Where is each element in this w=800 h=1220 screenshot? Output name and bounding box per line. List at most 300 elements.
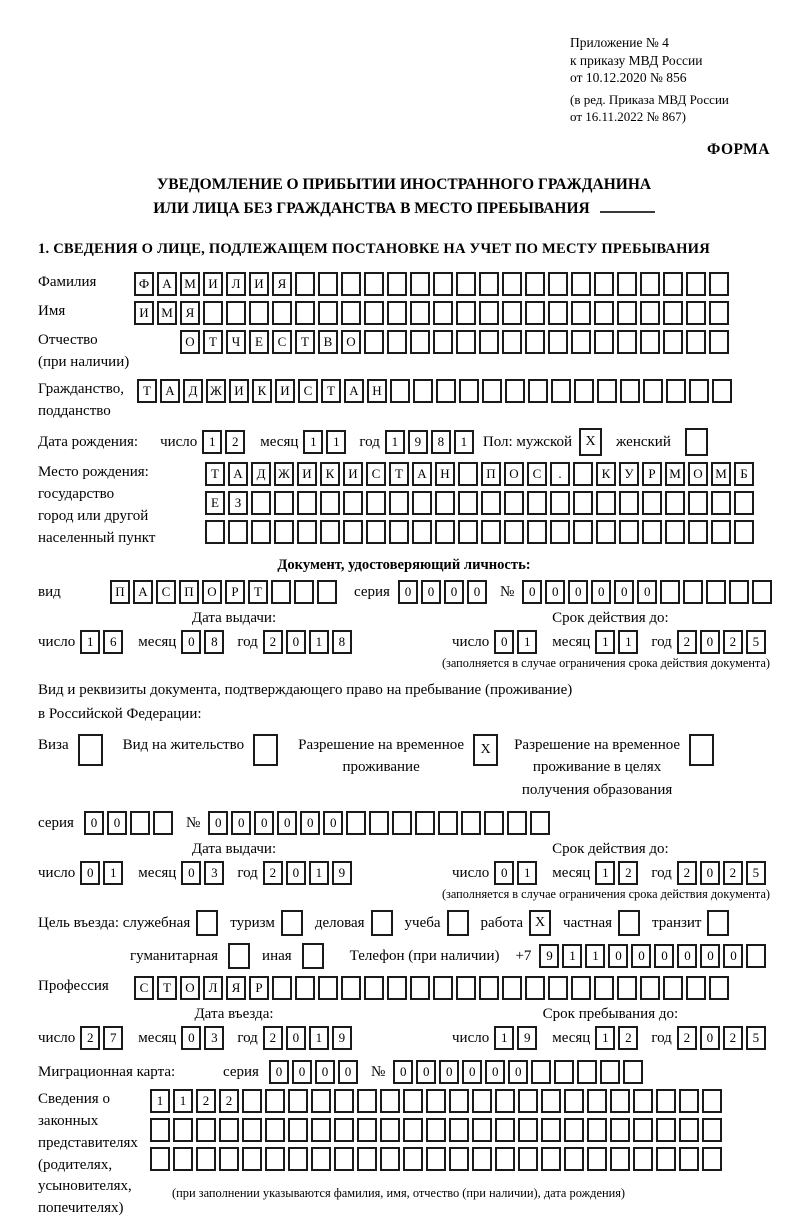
char-cell: [571, 301, 591, 325]
month-label: месяц: [552, 1029, 591, 1046]
residence-valid-year-cells: [677, 861, 769, 885]
citizenship-label-line: подданство: [38, 402, 111, 419]
checkbox-female: [685, 428, 708, 456]
residence-validity-note: (заполняется в случае ограничения срока действия документа): [441, 887, 770, 902]
char-cell: М: [157, 301, 177, 325]
char-cell: 0: [315, 1060, 335, 1084]
char-cell: [357, 1118, 377, 1142]
form-title-line1: УВЕДОМЛЕНИЕ О ПРИБЫТИИ ИНОСТРАННОГО ГРАЖДАНИНА: [156, 176, 652, 194]
patronymic-cells: [180, 330, 732, 354]
char-cell: [472, 1147, 492, 1171]
char-cell: [665, 520, 685, 544]
char-cell: [518, 1118, 538, 1142]
char-cell: 2: [677, 861, 697, 885]
char-cell: [438, 811, 458, 835]
char-cell: 6: [103, 630, 123, 654]
option-temp-residence-education: [514, 734, 714, 802]
char-cell: [594, 330, 614, 354]
char-cell: [295, 272, 315, 296]
identity-kind-cells: [110, 580, 340, 604]
char-cell: [226, 301, 246, 325]
char-cell: [729, 580, 749, 604]
char-cell: [403, 1089, 423, 1113]
char-cell: 1: [517, 630, 537, 654]
stay-year-cells: [677, 1026, 769, 1050]
char-cell: 5: [746, 861, 766, 885]
char-cell: [594, 301, 614, 325]
char-cell: О: [688, 462, 708, 486]
char-cell: А: [228, 462, 248, 486]
char-cell: Р: [642, 462, 662, 486]
business-label: деловая: [314, 914, 365, 931]
char-cell: Ж: [274, 462, 294, 486]
entry-date-group: [38, 1006, 430, 1050]
char-cell: [502, 976, 522, 1000]
char-cell: 1: [585, 944, 605, 968]
month-label: месяц: [552, 633, 591, 650]
char-cell: [600, 1060, 620, 1084]
char-cell: И: [203, 272, 223, 296]
day-label: число: [38, 1029, 76, 1046]
representatives-cells-row3: [150, 1147, 725, 1171]
char-cell: [617, 272, 637, 296]
visit-purpose-row1: [38, 910, 770, 936]
form-title-line2-text: ИЛИ ЛИЦА БЕЗ ГРАЖДАНСТВА В МЕСТО ПРЕБЫВАНИЯ: [153, 200, 590, 218]
char-cell: 0: [494, 861, 514, 885]
char-cell: [403, 1118, 423, 1142]
char-cell: [433, 272, 453, 296]
patronymic-label-line: Отчество: [38, 332, 98, 349]
char-cell: [387, 272, 407, 296]
identity-doc-row: [38, 580, 770, 604]
visit-purpose-row2: [130, 943, 770, 969]
char-cell: [505, 379, 525, 403]
checkbox-male: X: [579, 428, 602, 456]
representatives-label: [38, 1089, 150, 1220]
purpose-transit: [652, 910, 729, 936]
char-cell: [341, 301, 361, 325]
char-cell: 2: [80, 1026, 100, 1050]
char-cell: 2: [618, 1026, 638, 1050]
day-label: число: [452, 1029, 490, 1046]
representatives-label-line: законных: [38, 1113, 99, 1130]
month-label: месяц: [138, 633, 177, 650]
char-cell: А: [133, 580, 153, 604]
residence-issue-day-cells: [80, 861, 126, 885]
char-cell: 0: [700, 944, 720, 968]
char-cell: 0: [723, 944, 743, 968]
temp-residence-label: [298, 734, 464, 779]
char-cell: Я: [272, 272, 292, 296]
revision-line: от 16.11.2022 № 867): [570, 108, 687, 124]
char-cell: П: [481, 462, 501, 486]
char-cell: [688, 491, 708, 515]
char-cell: Е: [249, 330, 269, 354]
char-cell: [518, 1089, 538, 1113]
char-cell: 0: [398, 580, 418, 604]
char-cell: 8: [204, 630, 224, 654]
char-cell: [472, 1118, 492, 1142]
appendix-header: [570, 34, 770, 125]
char-cell: [596, 491, 616, 515]
char-cell: [479, 272, 499, 296]
char-cell: [392, 811, 412, 835]
year-label: год: [651, 633, 672, 650]
char-cell: [357, 1089, 377, 1113]
char-cell: 7: [103, 1026, 123, 1050]
char-cell: 0: [522, 580, 542, 604]
char-cell: [596, 520, 616, 544]
char-cell: [364, 330, 384, 354]
char-cell: 0: [568, 580, 588, 604]
migration-series-label: серия: [223, 1063, 259, 1080]
representatives-label-line: усыновителях,: [38, 1178, 132, 1195]
profession-cells: [134, 976, 732, 1000]
char-cell: [686, 976, 706, 1000]
identity-series-cells: [398, 580, 490, 604]
char-cell: 2: [618, 861, 638, 885]
char-cell: [205, 520, 225, 544]
entry-dates: [38, 1006, 770, 1050]
char-cell: В: [318, 330, 338, 354]
char-cell: [573, 491, 593, 515]
form-title: [38, 173, 770, 221]
checkbox-official: [196, 910, 218, 936]
char-cell: И: [297, 462, 317, 486]
char-cell: С: [272, 330, 292, 354]
char-cell: [456, 976, 476, 1000]
firstname-label: Имя: [38, 303, 66, 320]
char-cell: [711, 520, 731, 544]
char-cell: [663, 976, 683, 1000]
char-cell: [502, 330, 522, 354]
char-cell: А: [344, 379, 364, 403]
char-cell: [435, 491, 455, 515]
identity-valid-month-cells: [595, 630, 641, 654]
char-cell: 2: [723, 1026, 743, 1050]
char-cell: О: [180, 330, 200, 354]
checkbox-private: [618, 910, 640, 936]
char-cell: [573, 462, 593, 486]
char-cell: [484, 811, 504, 835]
identity-issue-year-cells: [263, 630, 355, 654]
char-cell: 0: [608, 944, 628, 968]
char-cell: [752, 580, 772, 604]
char-cell: 9: [539, 944, 559, 968]
char-cell: [564, 1089, 584, 1113]
char-cell: 9: [332, 1026, 352, 1050]
char-cell: [663, 272, 683, 296]
char-cell: 9: [408, 430, 428, 454]
char-cell: [272, 976, 292, 1000]
year-label: год: [651, 864, 672, 881]
char-cell: С: [134, 976, 154, 1000]
char-cell: 0: [654, 944, 674, 968]
char-cell: [525, 301, 545, 325]
char-cell: [594, 272, 614, 296]
char-cell: [663, 330, 683, 354]
residence-permit-label: Вид на жительство: [122, 736, 245, 753]
char-cell: [640, 976, 660, 1000]
char-cell: [219, 1118, 239, 1142]
char-cell: [666, 379, 686, 403]
char-cell: Т: [321, 379, 341, 403]
char-cell: [274, 520, 294, 544]
day-label: число: [452, 633, 490, 650]
char-cell: [435, 520, 455, 544]
year-label: год: [651, 1029, 672, 1046]
visa-label: Виза: [38, 736, 69, 753]
char-cell: [594, 976, 614, 1000]
stay-day-cells: [494, 1026, 540, 1050]
residence-valid-group: [430, 841, 769, 885]
char-cell: [461, 811, 481, 835]
char-cell: Ф: [134, 272, 154, 296]
char-cell: [479, 330, 499, 354]
char-cell: [709, 330, 729, 354]
char-cell: [456, 301, 476, 325]
residence-issue-line: [38, 861, 430, 885]
char-cell: Т: [205, 462, 225, 486]
char-cell: [341, 976, 361, 1000]
char-cell: [610, 1147, 630, 1171]
identity-issue-heading: Дата выдачи:: [191, 610, 277, 627]
tourism-label: туризм: [230, 914, 275, 931]
checkbox-tourism: [281, 910, 303, 936]
char-cell: Д: [183, 379, 203, 403]
other-label: иная: [262, 947, 292, 964]
char-cell: [617, 301, 637, 325]
char-cell: [665, 491, 685, 515]
surname-label: Фамилия: [38, 274, 97, 291]
char-cell: [456, 272, 476, 296]
char-cell: [587, 1118, 607, 1142]
birth-place-label: [38, 462, 205, 549]
option-residence-permit: [123, 734, 278, 766]
char-cell: [587, 1147, 607, 1171]
char-cell: 0: [286, 861, 306, 885]
char-cell: [746, 944, 766, 968]
char-cell: [311, 1089, 331, 1113]
representatives-label-line: Сведения о: [38, 1091, 110, 1108]
day-label: число: [38, 864, 76, 881]
entry-day-cells: [80, 1026, 126, 1050]
month-label: месяц: [138, 1029, 177, 1046]
birth-date-row: [38, 428, 770, 456]
char-cell: [702, 1118, 722, 1142]
residence-issue-year-cells: [263, 861, 355, 885]
char-cell: [311, 1147, 331, 1171]
char-cell: Т: [137, 379, 157, 403]
char-cell: 1: [103, 861, 123, 885]
birth-date-label: Дата рождения:: [38, 433, 139, 450]
char-cell: [620, 379, 640, 403]
char-cell: 0: [181, 630, 201, 654]
patronymic-row: [38, 330, 770, 374]
month-label: месяц: [552, 864, 591, 881]
char-cell: [364, 272, 384, 296]
char-cell: [242, 1147, 262, 1171]
char-cell: 1: [562, 944, 582, 968]
char-cell: [619, 491, 639, 515]
residence-doc-intro: [38, 679, 770, 726]
char-cell: [449, 1118, 469, 1142]
stay-until-heading: Срок пребывания до:: [542, 1006, 679, 1023]
birth-month-cells: [303, 430, 349, 454]
char-cell: [702, 1147, 722, 1171]
patronymic-label: [38, 330, 180, 374]
char-cell: [642, 520, 662, 544]
char-cell: [564, 1147, 584, 1171]
char-cell: [527, 520, 547, 544]
char-cell: [518, 1147, 538, 1171]
day-label: число: [452, 864, 490, 881]
purpose-study: [405, 910, 469, 936]
char-cell: [297, 491, 317, 515]
representatives-label-line: (родителях,: [38, 1156, 113, 1173]
char-cell: 0: [181, 861, 201, 885]
char-cell: 2: [196, 1089, 216, 1113]
char-cell: 1: [309, 861, 329, 885]
char-cell: [412, 491, 432, 515]
char-cell: [571, 272, 591, 296]
char-cell: 8: [431, 430, 451, 454]
checkbox-business: [371, 910, 393, 936]
char-cell: [712, 379, 732, 403]
char-cell: 0: [439, 1060, 459, 1084]
patronymic-label-line: (при наличии): [38, 354, 130, 371]
char-cell: Н: [435, 462, 455, 486]
char-cell: М: [180, 272, 200, 296]
char-cell: [548, 272, 568, 296]
residence-number-cells: [208, 811, 553, 835]
char-cell: 0: [508, 1060, 528, 1084]
checkbox-residence-permit: [253, 734, 278, 766]
char-cell: А: [157, 272, 177, 296]
char-cell: [528, 379, 548, 403]
char-cell: [380, 1089, 400, 1113]
char-cell: [311, 1118, 331, 1142]
char-cell: [709, 301, 729, 325]
char-cell: [366, 491, 386, 515]
char-cell: [688, 520, 708, 544]
char-cell: [369, 811, 389, 835]
char-cell: [507, 811, 527, 835]
char-cell: 2: [219, 1089, 239, 1113]
char-cell: 1: [309, 630, 329, 654]
char-cell: [642, 491, 662, 515]
work-label: работа: [480, 914, 524, 931]
char-cell: С: [366, 462, 386, 486]
char-cell: [577, 1060, 597, 1084]
migration-card-row: [38, 1060, 770, 1084]
char-cell: 0: [700, 630, 720, 654]
char-cell: 0: [84, 811, 104, 835]
firstname-cells: [134, 301, 732, 325]
representatives-block: [38, 1089, 770, 1220]
char-cell: [297, 520, 317, 544]
char-cell: [610, 1089, 630, 1113]
char-cell: [436, 379, 456, 403]
char-cell: Р: [249, 976, 269, 1000]
char-cell: [317, 580, 337, 604]
birth-place-cells-block: [205, 462, 757, 549]
residence-series-label: серия: [38, 814, 74, 831]
char-cell: 0: [700, 1026, 720, 1050]
identity-doc-heading: Документ, удостоверяющий личность:: [277, 557, 531, 574]
char-cell: У: [619, 462, 639, 486]
char-cell: 1: [173, 1089, 193, 1113]
char-cell: [504, 520, 524, 544]
representatives-note: (при заполнении указываются фамилия, имя, отчество (при наличии), дата рождения): [172, 1186, 626, 1201]
char-cell: С: [298, 379, 318, 403]
char-cell: Я: [226, 976, 246, 1000]
residence-valid-month-cells: [595, 861, 641, 885]
char-cell: М: [711, 462, 731, 486]
char-cell: [343, 520, 363, 544]
char-cell: [479, 301, 499, 325]
char-cell: 0: [421, 580, 441, 604]
char-cell: [525, 976, 545, 1000]
char-cell: 1: [326, 430, 346, 454]
char-cell: Т: [295, 330, 315, 354]
char-cell: 0: [231, 811, 251, 835]
char-cell: 1: [303, 430, 323, 454]
checkbox-temp-residence: X: [473, 734, 498, 766]
residence-number-label: №: [185, 814, 201, 831]
char-cell: [709, 976, 729, 1000]
char-cell: [387, 330, 407, 354]
migration-series-cells: [269, 1060, 361, 1084]
char-cell: [610, 1118, 630, 1142]
char-cell: [320, 491, 340, 515]
purpose-work: [481, 910, 552, 936]
char-cell: Е: [205, 491, 225, 515]
char-cell: [449, 1089, 469, 1113]
appendix-line: от 10.12.2020 № 856: [570, 70, 687, 86]
identity-number-cells: [522, 580, 775, 604]
purpose-private: [563, 910, 640, 936]
revision-line: (в ред. Приказа МВД России: [570, 91, 729, 107]
char-cell: [415, 811, 435, 835]
char-cell: [456, 330, 476, 354]
char-cell: [481, 520, 501, 544]
char-cell: [196, 1118, 216, 1142]
char-cell: [617, 976, 637, 1000]
birth-year-cells: [385, 430, 477, 454]
checkbox-humanitarian: [228, 943, 250, 969]
phone-label: Телефон (при наличии): [349, 947, 500, 964]
char-cell: [150, 1118, 170, 1142]
char-cell: 0: [591, 580, 611, 604]
char-cell: [640, 301, 660, 325]
char-cell: .: [550, 462, 570, 486]
char-cell: [541, 1089, 561, 1113]
char-cell: К: [320, 462, 340, 486]
char-cell: 0: [677, 944, 697, 968]
char-cell: 0: [338, 1060, 358, 1084]
char-cell: [734, 520, 754, 544]
char-cell: [389, 520, 409, 544]
birth-place-label-line: населенный пункт: [38, 529, 156, 546]
char-cell: И: [249, 272, 269, 296]
char-cell: Т: [389, 462, 409, 486]
char-cell: [623, 1060, 643, 1084]
char-cell: [458, 462, 478, 486]
char-cell: [346, 811, 366, 835]
char-cell: [686, 301, 706, 325]
char-cell: Ж: [206, 379, 226, 403]
